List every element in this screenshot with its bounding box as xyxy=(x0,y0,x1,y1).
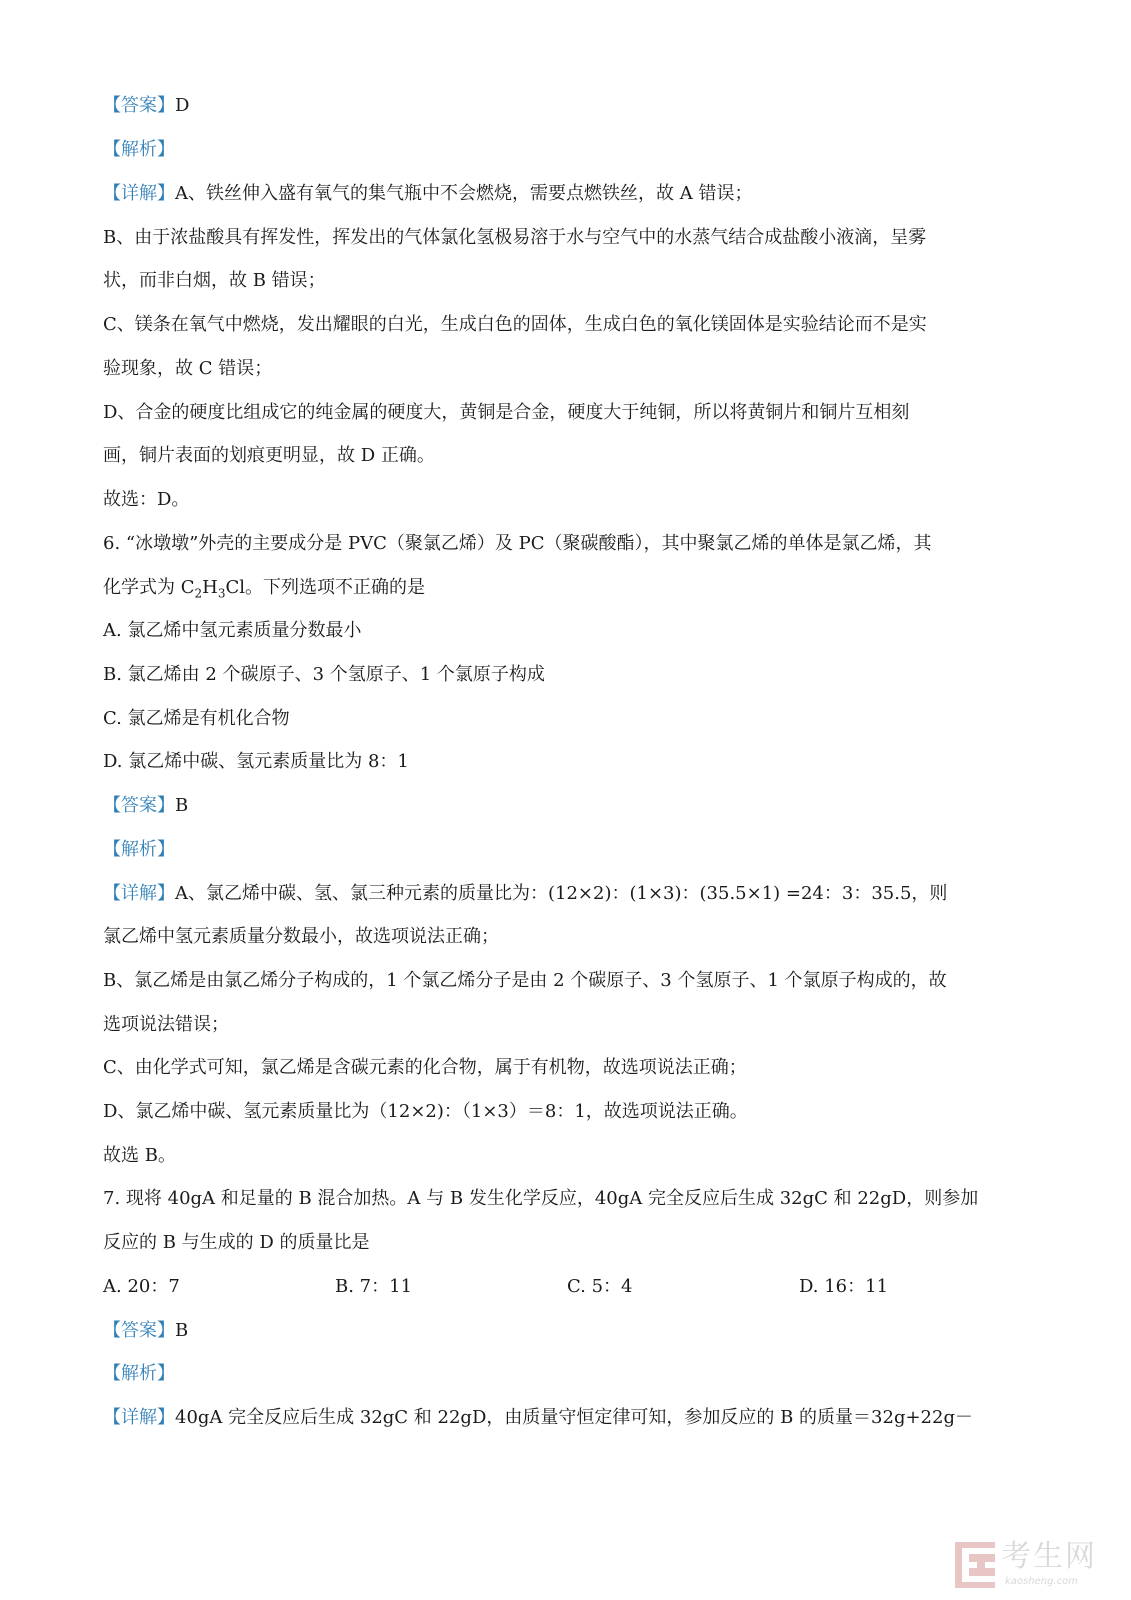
subscript: 3 xyxy=(217,586,226,601)
q5-detail-line-4: C、镁条在氧气中燃烧，发出耀眼的白光，生成白色的固体，生成白色的氧化镁固体是实验结论而不是实 xyxy=(103,314,927,335)
q5-conclusion: 故选：D。 xyxy=(103,489,190,510)
q6-analysis-tag: 【解析】 xyxy=(103,839,175,860)
q7-analysis-tag: 【解析】 xyxy=(103,1363,175,1384)
detail-tag: 【详解】 xyxy=(103,183,175,204)
answer-tag: 【答案】 xyxy=(103,95,175,116)
q5-answer xyxy=(103,93,1033,119)
watermark-text: 考生网 xyxy=(1001,1539,1097,1574)
q6-detail-line-2: 氯乙烯中氢元素质量分数最小，故选项说法正确； xyxy=(103,926,499,947)
q7-stem-line-1: 7. 现将 40gA 和足量的 B 混合加热。A 与 B 发生化学反应，40gA 完全反应后生成 32gC 和 22gD，则参加 xyxy=(103,1188,979,1209)
q6-detail-line-3: B、氯乙烯是由氯乙烯分子构成的，1 个氯乙烯分子是由 2 个碳原子、3 个氢原子、1 个氯原子构成的，故 xyxy=(103,970,947,991)
q6-stem-line-1: 6. “冰墩墩”外壳的主要成分是 PVC（聚氯乙烯）及 PC（聚碳酸酯），其中聚氯乙烯的单体是氯乙烯，其 xyxy=(103,533,932,554)
q5-detail-line-6: D、合金的硬度比组成它的纯金属的硬度大，黄铜是合金，硬度大于纯铜，所以将黄铜片和铜片互相刻 xyxy=(103,402,910,423)
q7-option-b: B. 7：11 xyxy=(335,1276,413,1297)
q5-detail-line-2: B、由于浓盐酸具有挥发性，挥发出的气体氯化氢极易溶于水与空气中的水蒸气结合成盐酸小液滴，呈雾 xyxy=(103,227,927,248)
kaosheng-logo-icon xyxy=(955,1542,995,1588)
q6-option-c: C. 氯乙烯是有机化合物 xyxy=(103,708,290,729)
q6-stem-line-2: 化学式为 $C_2H_3Cl$。下列选项不正确的是 xyxy=(103,577,426,601)
subscript: 2 xyxy=(194,586,203,601)
q5-detail-line-3: 状，而非白烟，故 B 错误； xyxy=(103,270,326,291)
q5-detail-line-7: 画，铜片表面的划痕更明显，故 D 正确。 xyxy=(103,445,435,466)
q7-option-c: C. 5：4 xyxy=(567,1276,633,1297)
q5-detail-line-5: 验现象，故 C 错误； xyxy=(103,358,273,379)
q6-option-b: B. 氯乙烯由 2 个碳原子、3 个氢原子、1 个氯原子构成 xyxy=(103,664,545,685)
q7-answer: 【答案】B xyxy=(103,1320,189,1341)
q7-stem-line-2: 反应的 B 与生成的 D 的质量比是 xyxy=(103,1232,370,1253)
q6-option-d: D. 氯乙烯中碳、氢元素质量比为 8：1 xyxy=(103,751,409,772)
q6-detail-line-5: C、由化学式可知，氯乙烯是含碳元素的化合物，属于有机物，故选项说法正确； xyxy=(103,1057,747,1078)
q7-options xyxy=(103,1274,1033,1300)
q7-option-d: D. 16：11 xyxy=(799,1276,889,1297)
q7-option-a: A. 20：7 xyxy=(103,1276,180,1297)
q5-analysis-tag: 【解析】 xyxy=(103,139,175,160)
q6-detail-line-4: 选项说法错误； xyxy=(103,1014,229,1035)
watermark xyxy=(955,1538,1125,1594)
q6-conclusion: 故选 B。 xyxy=(103,1145,176,1166)
q5-detail-line-1: 【详解】A、铁丝伸入盛有氧气的集气瓶中不会燃烧，需要点燃铁丝，故 A 错误； xyxy=(103,183,753,204)
watermark-url: kaosheng.com xyxy=(1005,1576,1078,1587)
q6-answer: 【答案】B xyxy=(103,795,189,816)
q6-detail-line-1: 【详解】A、氯乙烯中碳、氢、氯三种元素的质量比为：(12×2)：(1×3)：(35.5×1) =24：3：35.5，则 xyxy=(103,883,948,904)
q6-option-a: A. 氯乙烯中氢元素质量分数最小 xyxy=(103,620,362,641)
answer-value: D xyxy=(175,95,190,116)
q7-detail-line-1: 【详解】40gA 完全反应后生成 32gC 和 22gD，由质量守恒定律可知，参加反应的 B 的质量＝32g+22g－ xyxy=(103,1407,973,1428)
q6-detail-line-6: D、氯乙烯中碳、氢元素质量比为（12×2)：（1×3）＝8：1，故选项说法正确。 xyxy=(103,1101,748,1122)
